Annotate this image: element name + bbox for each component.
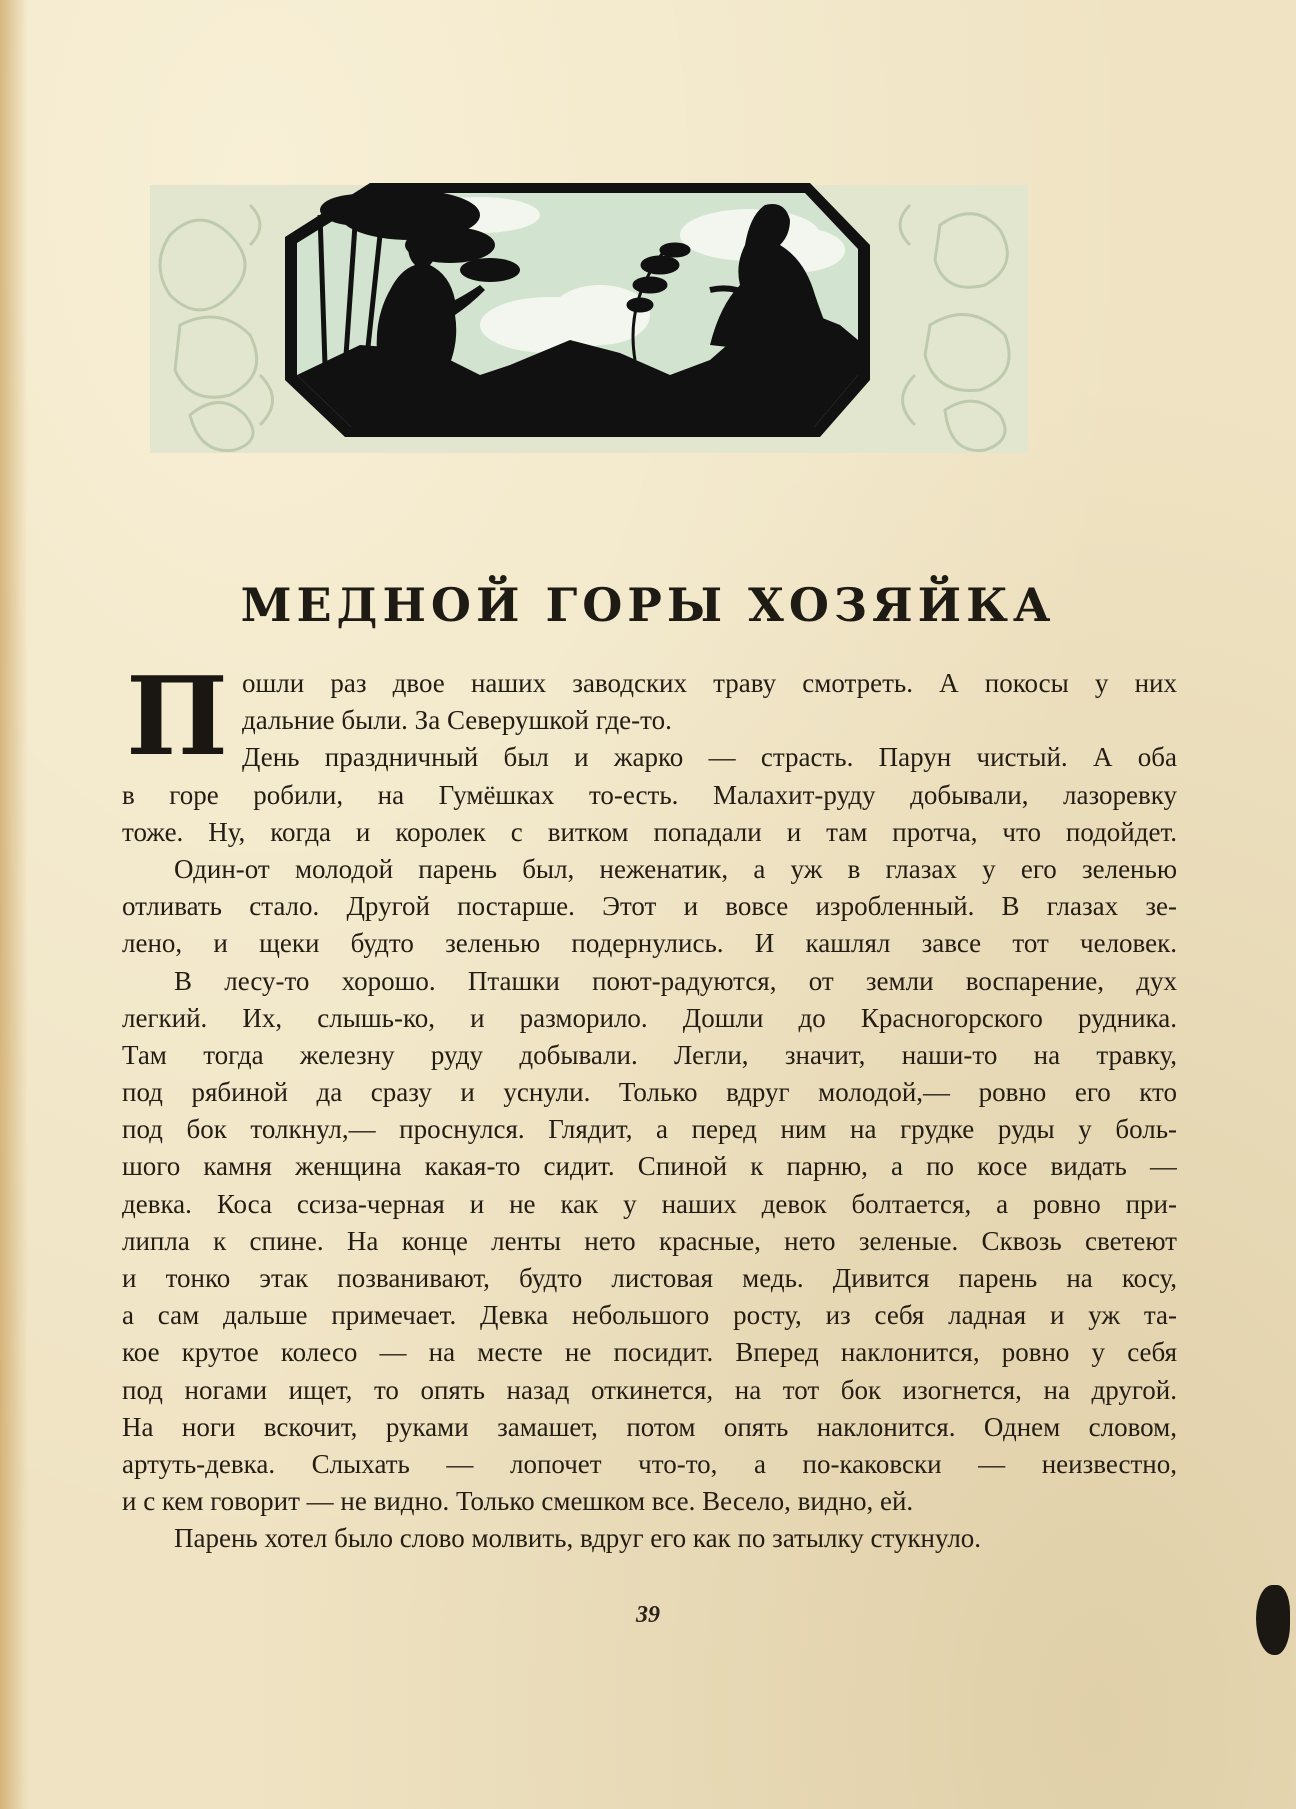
- text-line: под ногами ищет, то опять назад откинется, на тот бок изогнется, на другой.: [122, 1374, 1177, 1405]
- text-line: тоже. Ну, когда и королек с витком попадали и там протча, что подойдет.: [122, 816, 1177, 847]
- text-line: и с кем говорит — не видно. Только смешком все. Весело, видно, ей.: [122, 1486, 914, 1517]
- page-number: 39: [636, 1602, 660, 1628]
- text-line: День праздничный был и жарко — страсть. Парун чистый. А оба: [242, 742, 1177, 773]
- text-line: лено, и щеки будто зеленью подернулись. И кашлял завсе тот человек.: [122, 928, 1177, 959]
- text-line: в горе робили, на Гумёшках то-есть. Малахит-руду добывали, лазоревку: [122, 779, 1177, 810]
- silhouette-illustration: [150, 175, 1028, 505]
- text-line: ошли раз двое наших заводских траву смотреть. А покосы у них: [242, 668, 1177, 698]
- text-line: На ноги вскочит, руками замашет, потом опять наклонится. Однем словом,: [122, 1411, 1177, 1442]
- text-line: Там тогда железну руду добывали. Легли, значит, наши-то на травку,: [122, 1039, 1177, 1070]
- text-line: дальние были. За Северушкой где-то.: [242, 705, 672, 736]
- text-line: отливать стало. Другой постарше. Этот и вовсе изробленный. В глазах зе-: [122, 891, 1177, 922]
- text-line: артуть-девка. Слыхать — лопочет что-то, а по-каковски — неизвестно,: [122, 1448, 1177, 1479]
- text-line: шого камня женщина какая-то сидит. Спиной к парню, а по косе видать —: [122, 1151, 1177, 1182]
- page-edge-stain: [0, 0, 28, 1809]
- text-line: кое крутое колесо — на месте не посидит. Вперед наклонится, ровно у себя: [122, 1337, 1177, 1368]
- illustration-svg: [150, 175, 1028, 505]
- text-line: а сам дальше примечает. Девка небольшого росту, из себя ладная и уж та-: [122, 1300, 1177, 1331]
- text-line: легкий. Их, слышь-ко, и разморило. Дошли до Красногорского рудника.: [122, 1002, 1177, 1033]
- text-line: и тонко этак позванивают, будто листовая медь. Дивится парень на косу,: [122, 1263, 1177, 1293]
- chapter-title: МЕДНОЙ ГОРЫ ХОЗЯЙКА: [240, 578, 1056, 632]
- text-line: Один-от молодой парень был, неженатик, а уж в глазах у его зеленью: [174, 853, 1177, 884]
- text-line: девка. Коса ссиза-черная и не как у наших девок болтается, а ровно при-: [122, 1188, 1177, 1219]
- text-line: под рябиной да сразу и уснули. Только вдруг молодой,— ровно его кто: [122, 1077, 1177, 1108]
- text-line: липла к спине. На конце ленты нето красные, нето зеленые. Сквозь светеют: [122, 1225, 1177, 1256]
- text-line: под бок толкнул,— проснулся. Глядит, а перед ним на грудке руды у боль-: [122, 1114, 1177, 1145]
- text-line: В лесу-то хорошо. Пташки поют-радуются, от земли воспарение, дух: [174, 965, 1177, 996]
- text-line: Парень хотел было слово молвить, вдруг его как по затылку стукнуло.: [174, 1523, 982, 1554]
- story-text: [122, 654, 1177, 1558]
- drop-cap-letter: П: [126, 654, 228, 780]
